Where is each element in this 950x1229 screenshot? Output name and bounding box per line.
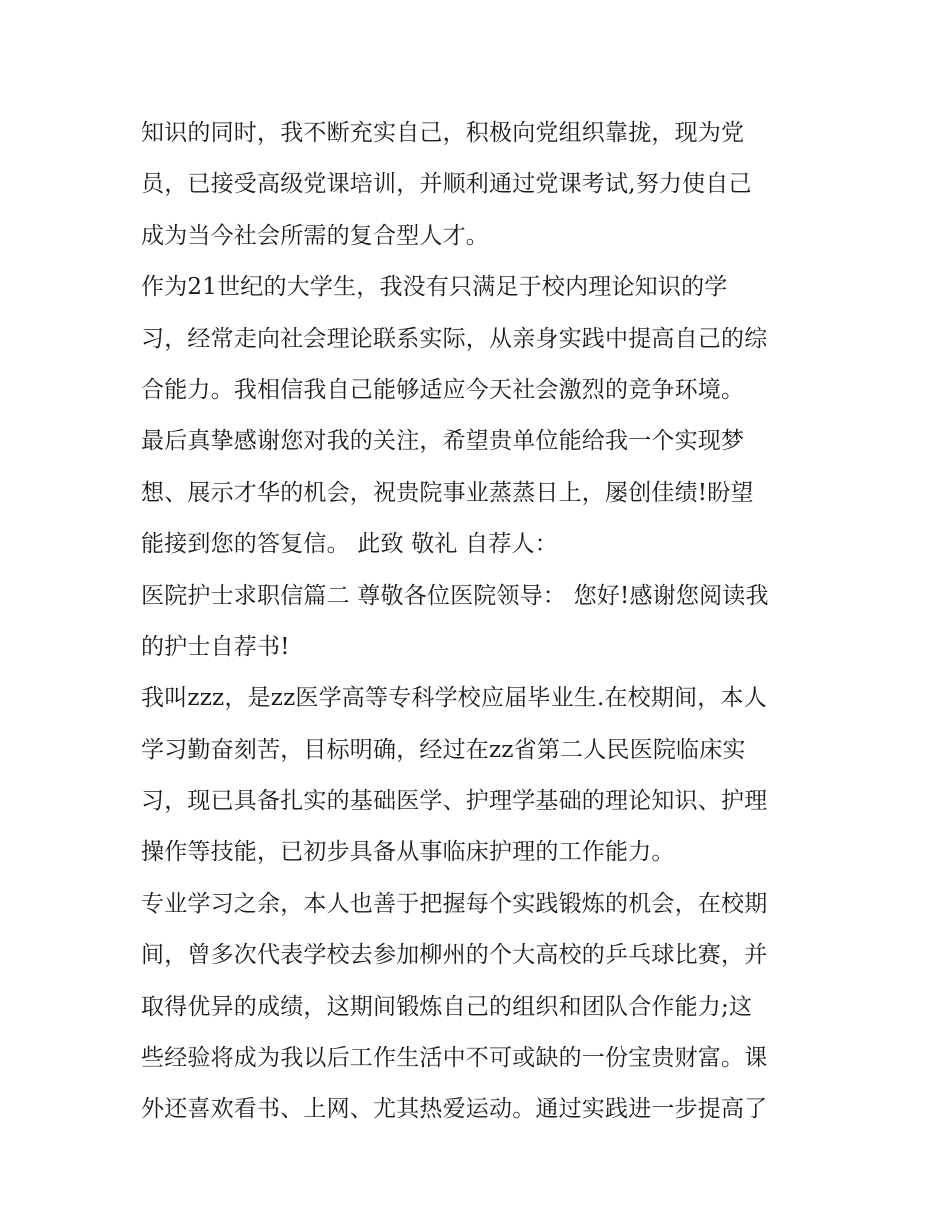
text-line: 取得优异的成绩，这期间锻炼自己的组织和团队合作能力;这	[141, 993, 753, 1020]
text-line: 想、展示才华的机会，祝贵院事业蒸蒸日上，屡创佳绩!盼望	[141, 479, 754, 506]
text-line: 专业学习之余，本人也善于把握每个实践锻炼的机会，在校期	[141, 890, 768, 917]
text-line: 外还喜欢看书、上网、尤其热爱运动。通过实践进一步提高了	[141, 1096, 768, 1123]
text-line: 合能力。我相信我自己能够适应今天社会激烈的竞争环境。	[141, 376, 745, 403]
text-line: 学习勤奋刻苦，目标明确，经过在zz省第二人民医院临床实	[141, 736, 746, 763]
text-line: 些经验将成为我以后工作生活中不可或缺的一份宝贵财富。课	[141, 1045, 768, 1072]
text-line: 医院护士求职信篇二 尊敬各位医院领导： 您好!感谢您阅读我	[141, 582, 769, 609]
text-line: 间，曾多次代表学校去参加柳州的个大高校的乒乓球比赛，并	[141, 942, 768, 969]
text-line: 作为21世纪的大学生，我没有只满足于校内理论知识的学	[141, 274, 728, 301]
text-line: 习，经常走向社会理论联系实际，从亲身实践中提高自己的综	[141, 325, 768, 352]
text-line: 成为当今社会所需的复合型人才。	[141, 222, 489, 249]
text-line: 我叫zzz，是zz医学高等专科学校应届毕业生.在校期间，本人	[141, 685, 767, 712]
text-line: 能接到您的答复信。 此致 敬礼 自荐人：	[141, 531, 558, 558]
text-line: 员，已接受高级党课培训，并顺利通过党课考试,努力使自己	[141, 171, 752, 198]
body-text	[141, 108, 821, 1136]
text-line: 操作等技能，已初步具备从事临床护理的工作能力。	[141, 839, 675, 866]
text-line: 习，现已具备扎实的基础医学、护理学基础的理论知识、护理	[141, 788, 768, 815]
text-line: 知识的同时，我不断充实自己，积极向党组织靠拢，现为党	[141, 120, 745, 146]
text-line: 的护士自荐书!	[141, 633, 290, 660]
text-line: 最后真挚感谢您对我的关注，希望贵单位能给我一个实现梦	[141, 428, 745, 455]
